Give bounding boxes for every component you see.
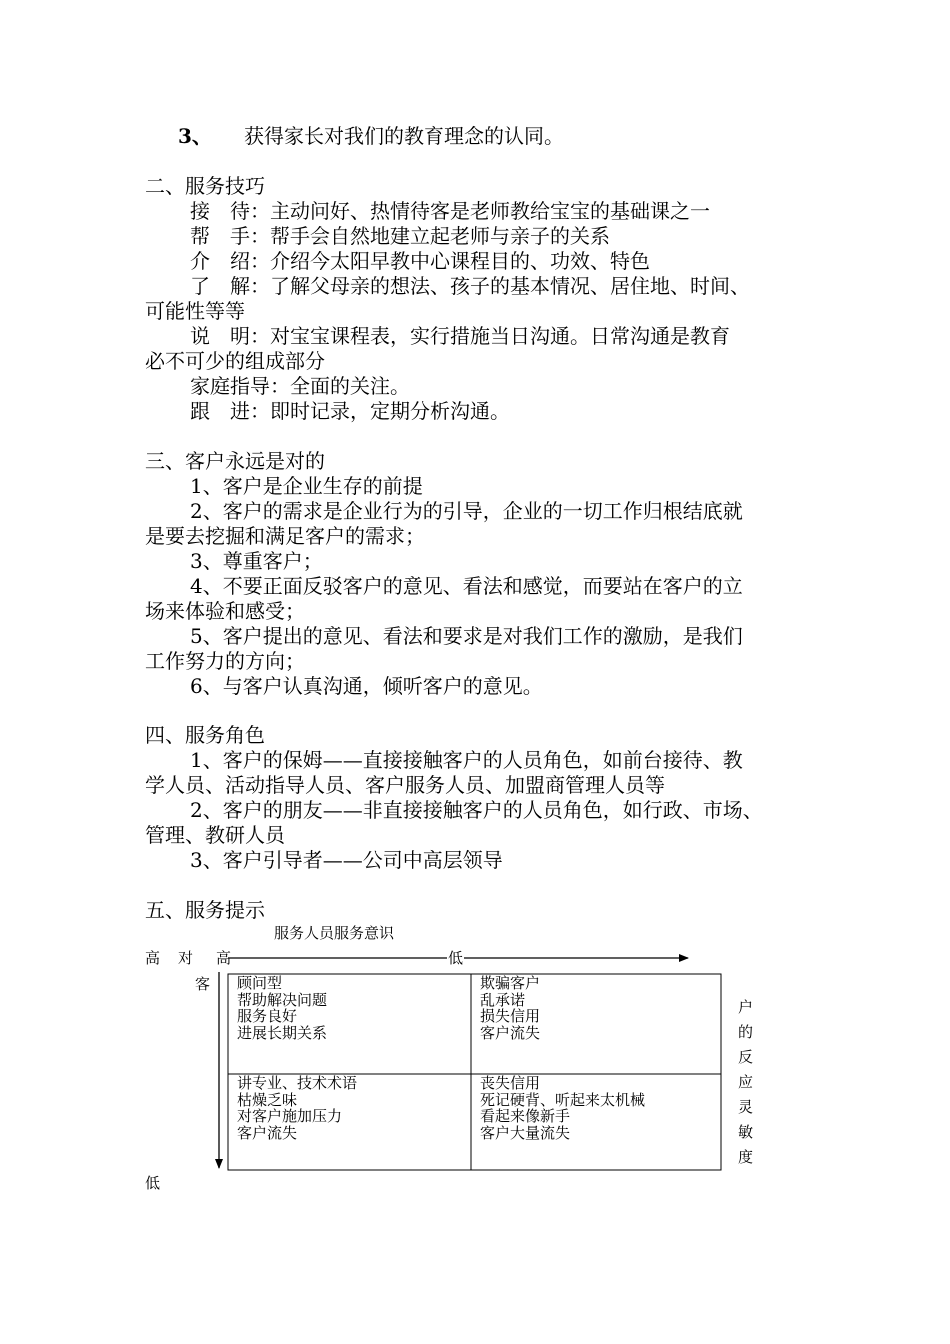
quadrant-line: 对客户施加压力 bbox=[237, 1107, 343, 1125]
skills-item: 必不可少的组成部分 bbox=[145, 349, 325, 373]
customer-item: 场来体验和感受； bbox=[145, 599, 305, 623]
quadrant-line: 服务良好 bbox=[237, 1007, 298, 1025]
diagram-bottom-low: 低 bbox=[145, 1174, 161, 1192]
customer-item: 工作努力的方向； bbox=[145, 649, 305, 673]
roles-item: 1、客户的保姆——直接接触客户的人员角色，如前台接待、教 bbox=[190, 748, 743, 772]
diagram-left-dui: 对 bbox=[178, 949, 194, 967]
quadrant-bottom-right bbox=[480, 1075, 645, 1141]
right-vertical-char: 应 bbox=[738, 1073, 754, 1091]
right-vertical-char: 反 bbox=[738, 1048, 754, 1066]
diagram-axis-high: 高 bbox=[216, 949, 232, 967]
skills-item: 帮 手：帮手会自然地建立起老师与亲子的关系 bbox=[190, 224, 610, 248]
customer-item: 2、客户的需求是企业行为的引导，企业的一切工作归根结底就 bbox=[190, 499, 743, 523]
customer-item: 1、客户是企业生存的前提 bbox=[190, 474, 423, 498]
customer-item: 是要去挖掘和满足客户的需求； bbox=[145, 524, 425, 548]
right-vertical-char: 的 bbox=[738, 1023, 754, 1041]
quadrant-line: 客户流失 bbox=[480, 1023, 541, 1042]
quadrant-line: 丧失信用 bbox=[480, 1074, 541, 1092]
quadrant-line: 损失信用 bbox=[480, 1007, 541, 1025]
quadrant-line: 乱承诺 bbox=[480, 990, 526, 1009]
roles-item: 管理、教研人员 bbox=[145, 823, 285, 847]
quadrant-line: 客户流失 bbox=[237, 1123, 298, 1142]
skills-item: 可能性等等 bbox=[145, 299, 245, 323]
quadrant-line: 看起来像新手 bbox=[480, 1107, 571, 1125]
quadrant-top-left bbox=[237, 975, 327, 1041]
diagram-left-high: 高 bbox=[145, 949, 161, 967]
quadrant-line: 枯燥乏味 bbox=[237, 1090, 298, 1109]
customer-item: 3、尊重客户； bbox=[190, 549, 323, 573]
diagram-top-label: 服务人员服务意识 bbox=[274, 924, 395, 942]
quadrant-top-right bbox=[480, 975, 540, 1041]
intro-number: 3、 bbox=[178, 124, 212, 148]
quadrant-line: 进展长期关系 bbox=[237, 1023, 328, 1042]
skills-item: 说 明：对宝宝课程表，实行措施当日沟通。日常沟通是教育 bbox=[190, 324, 730, 348]
roles-item: 学人员、活动指导人员、客户服务人员、加盟商管理人员等 bbox=[145, 773, 665, 797]
quadrant-line: 顾问型 bbox=[237, 974, 283, 992]
intro-text: 获得家长对我们的教育理念的认同。 bbox=[244, 124, 564, 148]
section-heading-roles: 四、服务角色 bbox=[145, 723, 265, 747]
right-vertical-char: 户 bbox=[738, 998, 754, 1016]
roles-item: 3、客户引导者——公司中高层领导 bbox=[190, 848, 503, 872]
section-heading-tips: 五、服务提示 bbox=[145, 898, 265, 922]
section-heading-customer: 三、客户永远是对的 bbox=[145, 449, 325, 473]
skills-item: 跟 进：即时记录，定期分析沟通。 bbox=[190, 399, 510, 423]
quadrant-line: 客户大量流失 bbox=[480, 1123, 571, 1142]
roles-item: 2、客户的朋友——非直接接触客户的人员角色，如行政、市场、 bbox=[190, 798, 763, 822]
customer-item: 6、与客户认真沟通，倾听客户的意见。 bbox=[190, 674, 543, 698]
quadrant-line: 死记硬背、听起来太机械 bbox=[480, 1090, 646, 1109]
diagram-left-ke: 客 bbox=[195, 975, 211, 993]
right-vertical-char: 敏 bbox=[738, 1123, 754, 1141]
right-vertical-char: 度 bbox=[738, 1148, 754, 1166]
section-heading-skills: 二、服务技巧 bbox=[145, 174, 265, 198]
skills-item: 家庭指导：全面的关注。 bbox=[190, 374, 410, 398]
diagram-axis-low: 低 bbox=[448, 949, 464, 967]
quadrant-line: 欺骗客户 bbox=[480, 974, 541, 992]
skills-item: 接 待：主动问好、热情待客是老师教给宝宝的基础课之一 bbox=[190, 199, 710, 223]
skills-item: 了 解：了解父母亲的想法、孩子的基本情况、居住地、时间、 bbox=[190, 274, 750, 298]
customer-item: 5、客户提出的意见、看法和要求是对我们工作的激励，是我们 bbox=[190, 624, 743, 648]
right-vertical-char: 灵 bbox=[738, 1098, 754, 1116]
quadrant-line: 讲专业、技术术语 bbox=[237, 1074, 358, 1092]
quadrant-line: 帮助解决问题 bbox=[237, 990, 328, 1009]
skills-item: 介 绍：介绍今太阳早教中心课程目的、功效、特色 bbox=[190, 249, 650, 273]
quadrant-bottom-left bbox=[237, 1075, 357, 1141]
customer-item: 4、不要正面反驳客户的意见、看法和感觉，而要站在客户的立 bbox=[190, 574, 743, 598]
